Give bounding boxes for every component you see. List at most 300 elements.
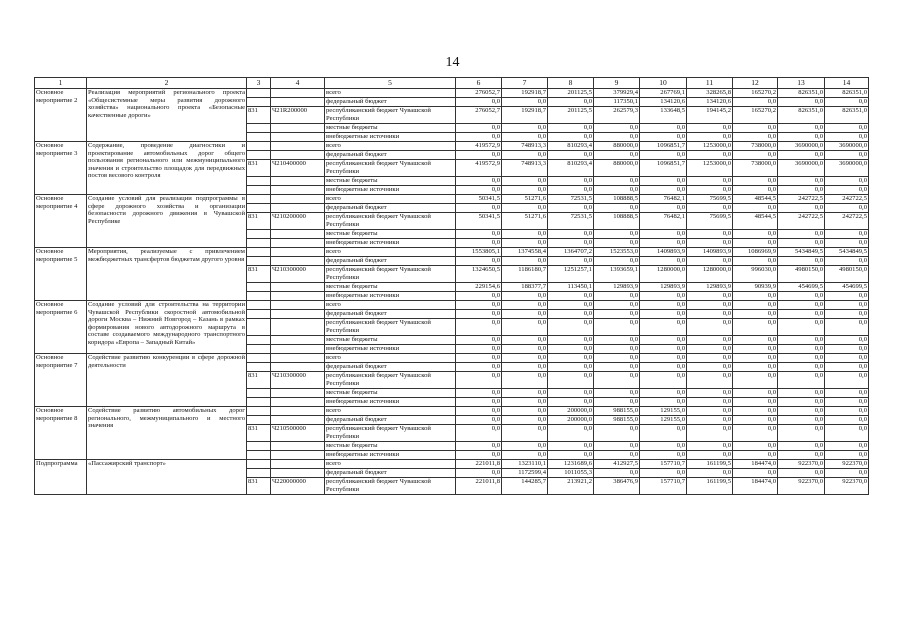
amount-cell: 0,0	[456, 425, 502, 442]
amount-cell: 0,0	[733, 230, 778, 239]
amount-cell: 748913,3	[502, 142, 548, 151]
amount-cell: 4980150,0	[825, 266, 869, 283]
amount-cell: 922370,0	[825, 478, 869, 495]
amount-cell: 0,0	[502, 345, 548, 354]
column-number: 11	[687, 78, 733, 89]
amount-cell: 0,0	[502, 98, 548, 107]
amount-cell: 0,0	[548, 310, 594, 319]
amount-cell: 0,0	[502, 310, 548, 319]
event-kind: Основное мероприятие 4	[35, 195, 87, 248]
amount-cell: 0,0	[502, 389, 548, 398]
amount-cell: 0,0	[733, 133, 778, 142]
amount-cell: 48544,5	[733, 213, 778, 230]
amount-cell: 826351,0	[825, 89, 869, 98]
amount-cell: 0,0	[825, 398, 869, 407]
amount-cell: 0,0	[502, 407, 548, 416]
amount-cell: 0,0	[687, 389, 733, 398]
amount-cell: 188377,7	[502, 283, 548, 292]
amount-cell: 0,0	[733, 257, 778, 266]
amount-cell: 0,0	[502, 442, 548, 451]
amount-cell: 242722,5	[778, 195, 825, 204]
budget-table	[34, 77, 869, 495]
amount-cell: 0,0	[733, 398, 778, 407]
column-number: 14	[825, 78, 869, 89]
budget-code: Ч21R200000	[271, 107, 325, 124]
amount-cell: 0,0	[778, 363, 825, 372]
amount-cell: 1393659,1	[594, 266, 640, 283]
amount-cell: 117350,1	[594, 98, 640, 107]
budget-code: Ч210200000	[271, 213, 325, 230]
amount-cell: 0,0	[640, 301, 687, 310]
amount-cell: 1280000,0	[640, 266, 687, 283]
amount-cell: 0,0	[456, 398, 502, 407]
amount-cell: 108888,5	[594, 195, 640, 204]
event-name: Мероприятия, реализуемые с привлечением межбюджетных трансфертов бюджетам другого уровня	[87, 248, 247, 301]
amount-cell: 0,0	[825, 151, 869, 160]
amount-cell: 0,0	[594, 451, 640, 460]
amount-cell: 0,0	[733, 310, 778, 319]
amount-cell: 0,0	[502, 257, 548, 266]
amount-cell: 1553805,1	[456, 248, 502, 257]
column-number: 10	[640, 78, 687, 89]
budget-code	[271, 151, 325, 160]
header-row	[35, 78, 869, 89]
amount-cell: 0,0	[825, 442, 869, 451]
grbs-code	[247, 292, 271, 301]
amount-cell: 0,0	[502, 416, 548, 425]
event-kind: Основное мероприятие 5	[35, 248, 87, 301]
amount-cell: 0,0	[594, 336, 640, 345]
amount-cell: 129893,9	[640, 283, 687, 292]
amount-cell: 419572,9	[456, 160, 502, 177]
event-name: Создание условий для реализации подпрограммы в сфере дорожного хозяйства и организации безопасности дорожного движения в Чувашской Республике	[87, 195, 247, 248]
amount-cell: 0,0	[687, 177, 733, 186]
amount-cell: 0,0	[594, 257, 640, 266]
amount-cell: 0,0	[825, 407, 869, 416]
amount-cell: 0,0	[687, 186, 733, 195]
amount-cell: 113450,1	[548, 283, 594, 292]
amount-cell: 0,0	[502, 124, 548, 133]
amount-cell: 0,0	[778, 151, 825, 160]
amount-cell: 0,0	[825, 204, 869, 213]
amount-cell: 0,0	[733, 151, 778, 160]
amount-cell: 1096851,7	[640, 160, 687, 177]
amount-cell: 90939,9	[733, 283, 778, 292]
funding-source: республиканский бюджет Чувашской Республики	[325, 107, 456, 124]
budget-code	[271, 336, 325, 345]
amount-cell: 4980150,0	[778, 266, 825, 283]
amount-cell: 157710,7	[640, 460, 687, 469]
amount-cell: 0,0	[548, 372, 594, 389]
column-number: 8	[548, 78, 594, 89]
funding-source: федеральный бюджет	[325, 469, 456, 478]
amount-cell: 0,0	[456, 416, 502, 425]
table-row	[35, 195, 869, 204]
amount-cell: 0,0	[594, 398, 640, 407]
amount-cell: 1323110,1	[502, 460, 548, 469]
amount-cell: 880000,0	[594, 142, 640, 151]
amount-cell: 0,0	[548, 177, 594, 186]
amount-cell: 0,0	[825, 354, 869, 363]
amount-cell: 0,0	[778, 230, 825, 239]
amount-cell: 0,0	[778, 407, 825, 416]
amount-cell: 0,0	[456, 204, 502, 213]
event-kind: Основное мероприятие 2	[35, 89, 87, 142]
grbs-code	[247, 345, 271, 354]
amount-cell: 1253000,0	[687, 142, 733, 151]
amount-cell: 50341,5	[456, 213, 502, 230]
amount-cell: 810293,4	[548, 160, 594, 177]
amount-cell: 0,0	[687, 319, 733, 336]
amount-cell: 0,0	[548, 292, 594, 301]
budget-code	[271, 398, 325, 407]
grbs-code: 831	[247, 425, 271, 442]
amount-cell: 0,0	[640, 239, 687, 248]
column-number: 7	[502, 78, 548, 89]
budget-code	[271, 389, 325, 398]
amount-cell: 0,0	[778, 204, 825, 213]
funding-source: всего	[325, 407, 456, 416]
funding-source: федеральный бюджет	[325, 98, 456, 107]
grbs-code	[247, 133, 271, 142]
amount-cell: 0,0	[825, 389, 869, 398]
grbs-code	[247, 248, 271, 257]
grbs-code: 831	[247, 372, 271, 389]
budget-code	[271, 133, 325, 142]
amount-cell: 0,0	[778, 292, 825, 301]
column-number: 4	[271, 78, 325, 89]
amount-cell: 0,0	[502, 151, 548, 160]
amount-cell: 0,0	[687, 151, 733, 160]
amount-cell: 51271,6	[502, 213, 548, 230]
event-name: Содержание, проведение диагностики и проектирование автомобильных дорог общего пользования регионального или межмуниципального значения и строительство площадок для передвижных постов весового контроля	[87, 142, 247, 195]
amount-cell: 0,0	[456, 177, 502, 186]
amount-cell: 922370,0	[778, 460, 825, 469]
amount-cell: 0,0	[687, 133, 733, 142]
amount-cell: 0,0	[687, 257, 733, 266]
funding-source: местные бюджеты	[325, 389, 456, 398]
amount-cell: 129155,0	[640, 407, 687, 416]
amount-cell: 0,0	[687, 469, 733, 478]
amount-cell: 0,0	[594, 425, 640, 442]
budget-code	[271, 363, 325, 372]
grbs-code: 831	[247, 160, 271, 177]
amount-cell: 50341,5	[456, 195, 502, 204]
funding-source: всего	[325, 354, 456, 363]
event-name: Реализация мероприятий регионального проекта «Общесистемные меры развития дорожного хозяйства» национального проекта «Безопасные качественные дороги»	[87, 89, 247, 142]
grbs-code	[247, 177, 271, 186]
amount-cell: 1186180,7	[502, 266, 548, 283]
event-name: Содействие развитию конкуренции в сфере дорожной деятельности	[87, 354, 247, 407]
amount-cell: 0,0	[778, 98, 825, 107]
amount-cell: 0,0	[594, 186, 640, 195]
amount-cell: 738000,0	[733, 142, 778, 151]
amount-cell: 0,0	[456, 407, 502, 416]
amount-cell: 0,0	[502, 336, 548, 345]
amount-cell: 134120,6	[687, 98, 733, 107]
budget-code	[271, 301, 325, 310]
amount-cell: 1096851,7	[640, 142, 687, 151]
amount-cell: 0,0	[548, 301, 594, 310]
amount-cell: 1231689,6	[548, 460, 594, 469]
table-row	[35, 89, 869, 98]
amount-cell: 0,0	[502, 451, 548, 460]
amount-cell: 75699,5	[687, 195, 733, 204]
amount-cell: 200000,0	[548, 416, 594, 425]
funding-source: местные бюджеты	[325, 336, 456, 345]
amount-cell: 0,0	[640, 363, 687, 372]
amount-cell: 0,0	[456, 363, 502, 372]
grbs-code	[247, 283, 271, 292]
amount-cell: 386476,9	[594, 478, 640, 495]
amount-cell: 0,0	[594, 442, 640, 451]
amount-cell: 0,0	[548, 186, 594, 195]
amount-cell: 0,0	[778, 469, 825, 478]
funding-source: местные бюджеты	[325, 124, 456, 133]
amount-cell: 0,0	[733, 319, 778, 336]
amount-cell: 0,0	[825, 310, 869, 319]
funding-source: всего	[325, 301, 456, 310]
amount-cell: 0,0	[502, 372, 548, 389]
event-name: «Пассажирский транспорт»	[87, 460, 247, 495]
amount-cell: 0,0	[548, 319, 594, 336]
amount-cell: 922370,0	[778, 478, 825, 495]
grbs-code	[247, 230, 271, 239]
amount-cell: 0,0	[778, 310, 825, 319]
amount-cell: 161199,5	[687, 460, 733, 469]
funding-source: республиканский бюджет Чувашской Республики	[325, 319, 456, 336]
amount-cell: 242722,5	[778, 213, 825, 230]
amount-cell: 0,0	[502, 292, 548, 301]
grbs-code	[247, 336, 271, 345]
amount-cell: 201125,5	[548, 89, 594, 98]
amount-cell: 144285,7	[502, 478, 548, 495]
grbs-code	[247, 354, 271, 363]
event-name: Содействие развитию автомобильных дорог регионального, межмуниципального и местного значения	[87, 407, 247, 460]
column-number: 9	[594, 78, 640, 89]
funding-source: местные бюджеты	[325, 442, 456, 451]
amount-cell: 0,0	[687, 292, 733, 301]
amount-cell: 826351,0	[778, 89, 825, 98]
amount-cell: 0,0	[502, 133, 548, 142]
amount-cell: 0,0	[640, 354, 687, 363]
event-name: Создание условий для строительства на территории Чувашской Республики скоростной автомобильной дороги Москва – Нижний Новгород – Казань в рамках формирования нового автодорожного маршрута в составе создаваемого международного транспортного коридора «Европа – Западный Китай»	[87, 301, 247, 354]
table-row	[35, 460, 869, 469]
amount-cell: 0,0	[778, 319, 825, 336]
amount-cell: 242722,5	[825, 213, 869, 230]
amount-cell: 0,0	[456, 310, 502, 319]
amount-cell: 0,0	[640, 292, 687, 301]
amount-cell: 0,0	[456, 133, 502, 142]
amount-cell: 157710,7	[640, 478, 687, 495]
funding-source: всего	[325, 142, 456, 151]
budget-code	[271, 142, 325, 151]
funding-source: федеральный бюджет	[325, 310, 456, 319]
amount-cell: 0,0	[548, 398, 594, 407]
budget-code	[271, 283, 325, 292]
amount-cell: 0,0	[825, 133, 869, 142]
amount-cell: 826351,0	[778, 107, 825, 124]
amount-cell: 0,0	[825, 186, 869, 195]
amount-cell: 129893,9	[594, 283, 640, 292]
grbs-code: 831	[247, 266, 271, 283]
amount-cell: 48544,5	[733, 195, 778, 204]
amount-cell: 0,0	[687, 204, 733, 213]
amount-cell: 0,0	[640, 177, 687, 186]
grbs-code: 831	[247, 478, 271, 495]
funding-source: внебюджетные источники	[325, 345, 456, 354]
amount-cell: 0,0	[733, 372, 778, 389]
funding-source: республиканский бюджет Чувашской Республики	[325, 160, 456, 177]
amount-cell: 0,0	[733, 98, 778, 107]
amount-cell: 0,0	[548, 133, 594, 142]
column-number: 13	[778, 78, 825, 89]
amount-cell: 0,0	[640, 451, 687, 460]
amount-cell: 988155,0	[594, 407, 640, 416]
amount-cell: 0,0	[687, 124, 733, 133]
amount-cell: 1374558,4	[502, 248, 548, 257]
amount-cell: 0,0	[548, 204, 594, 213]
table-row	[35, 407, 869, 416]
amount-cell: 810293,4	[548, 142, 594, 151]
amount-cell: 0,0	[733, 186, 778, 195]
budget-code	[271, 186, 325, 195]
column-number: 1	[35, 78, 87, 89]
grbs-code	[247, 460, 271, 469]
amount-cell: 0,0	[778, 133, 825, 142]
budget-code	[271, 89, 325, 98]
grbs-code	[247, 124, 271, 133]
amount-cell: 0,0	[594, 354, 640, 363]
amount-cell: 1409893,9	[687, 248, 733, 257]
amount-cell: 1409893,9	[640, 248, 687, 257]
amount-cell: 129155,0	[640, 416, 687, 425]
amount-cell: 3690000,0	[778, 160, 825, 177]
grbs-code	[247, 416, 271, 425]
amount-cell: 229154,6	[456, 283, 502, 292]
amount-cell: 0,0	[502, 230, 548, 239]
funding-source: республиканский бюджет Чувашской Республики	[325, 213, 456, 230]
amount-cell: 0,0	[548, 336, 594, 345]
amount-cell: 3690000,0	[825, 142, 869, 151]
grbs-code	[247, 98, 271, 107]
amount-cell: 0,0	[594, 177, 640, 186]
amount-cell: 0,0	[548, 442, 594, 451]
amount-cell: 0,0	[733, 345, 778, 354]
amount-cell: 0,0	[640, 133, 687, 142]
amount-cell: 108888,5	[594, 213, 640, 230]
amount-cell: 0,0	[548, 389, 594, 398]
amount-cell: 0,0	[548, 345, 594, 354]
amount-cell: 165270,2	[733, 89, 778, 98]
amount-cell: 0,0	[733, 354, 778, 363]
amount-cell: 0,0	[733, 239, 778, 248]
amount-cell: 194145,2	[687, 107, 733, 124]
amount-cell: 0,0	[594, 469, 640, 478]
budget-code	[271, 204, 325, 213]
amount-cell: 0,0	[640, 442, 687, 451]
amount-cell: 0,0	[825, 336, 869, 345]
amount-cell: 267769,1	[640, 89, 687, 98]
amount-cell: 454699,5	[778, 283, 825, 292]
amount-cell: 0,0	[456, 257, 502, 266]
budget-code	[271, 460, 325, 469]
amount-cell: 379929,4	[594, 89, 640, 98]
amount-cell: 192918,7	[502, 107, 548, 124]
grbs-code	[247, 442, 271, 451]
amount-cell: 0,0	[456, 354, 502, 363]
amount-cell: 0,0	[733, 416, 778, 425]
amount-cell: 0,0	[594, 372, 640, 389]
amount-cell: 0,0	[687, 416, 733, 425]
amount-cell: 0,0	[640, 310, 687, 319]
grbs-code: 831	[247, 213, 271, 230]
amount-cell: 0,0	[825, 177, 869, 186]
amount-cell: 0,0	[502, 186, 548, 195]
amount-cell: 51271,6	[502, 195, 548, 204]
budget-code: Ч210300000	[271, 266, 325, 283]
funding-source: всего	[325, 89, 456, 98]
amount-cell: 0,0	[733, 301, 778, 310]
amount-cell: 0,0	[594, 292, 640, 301]
funding-source: республиканский бюджет Чувашской Республики	[325, 478, 456, 495]
amount-cell: 184474,0	[733, 478, 778, 495]
amount-cell: 738000,0	[733, 160, 778, 177]
amount-cell: 0,0	[640, 345, 687, 354]
amount-cell: 0,0	[640, 124, 687, 133]
amount-cell: 0,0	[502, 354, 548, 363]
grbs-code	[247, 389, 271, 398]
budget-code	[271, 195, 325, 204]
amount-cell: 0,0	[733, 204, 778, 213]
funding-source: всего	[325, 248, 456, 257]
amount-cell: 200000,0	[548, 407, 594, 416]
budget-code: Ч210500000	[271, 425, 325, 442]
amount-cell: 0,0	[825, 239, 869, 248]
amount-cell: 0,0	[825, 301, 869, 310]
amount-cell: 1172599,4	[502, 469, 548, 478]
amount-cell: 0,0	[456, 151, 502, 160]
amount-cell: 0,0	[687, 425, 733, 442]
budget-code	[271, 239, 325, 248]
amount-cell: 134120,6	[640, 98, 687, 107]
column-number: 5	[325, 78, 456, 89]
amount-cell: 0,0	[825, 98, 869, 107]
amount-cell: 0,0	[456, 239, 502, 248]
amount-cell: 0,0	[778, 345, 825, 354]
grbs-code	[247, 204, 271, 213]
amount-cell: 0,0	[687, 230, 733, 239]
amount-cell: 0,0	[502, 204, 548, 213]
grbs-code	[247, 239, 271, 248]
amount-cell: 0,0	[778, 451, 825, 460]
funding-source: республиканский бюджет Чувашской Республики	[325, 372, 456, 389]
grbs-code	[247, 363, 271, 372]
amount-cell: 0,0	[733, 177, 778, 186]
amount-cell: 880000,0	[594, 160, 640, 177]
amount-cell: 0,0	[687, 310, 733, 319]
amount-cell: 0,0	[825, 363, 869, 372]
funding-source: внебюджетные источники	[325, 133, 456, 142]
amount-cell: 0,0	[733, 389, 778, 398]
amount-cell: 0,0	[640, 186, 687, 195]
amount-cell: 0,0	[594, 204, 640, 213]
amount-cell: 0,0	[640, 398, 687, 407]
amount-cell: 0,0	[825, 124, 869, 133]
budget-code: Ч210300000	[271, 372, 325, 389]
amount-cell: 0,0	[687, 442, 733, 451]
event-kind: Основное мероприятие 8	[35, 407, 87, 460]
